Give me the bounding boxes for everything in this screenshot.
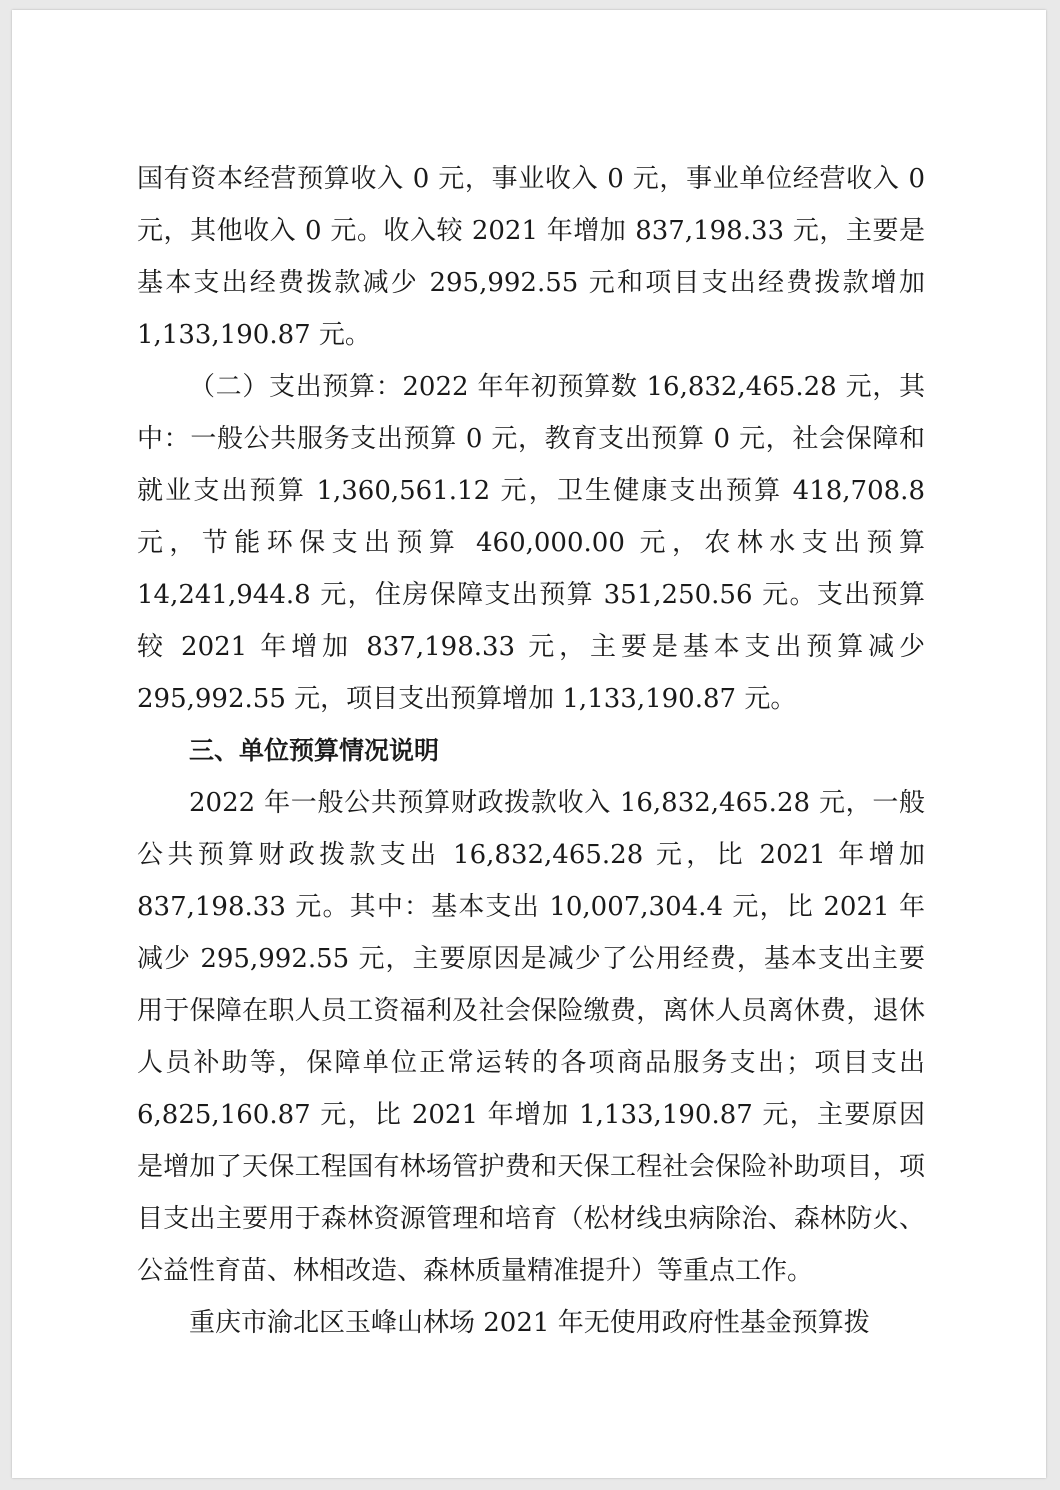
paragraph-expenditure-budget: （二）支出预算：2022 年年初预算数 16,832,465.28 元，其中：一般公共服务支出预算 0 元，教育支出预算 0 元，社会保障和就业支出预算 1,360,561.12 元，卫生健康支出预算 418,708.8 元，节能环保支出预算 460,000.00 元，农林水支出预算 14,241,944.8 元，住房保障支出预算 351,250.56 元。支出预算较 2021 年增加 837,198.33 元，主要是基本支出预算减少 295,992.55 元，项目支出预算增加 1,133,190.87 元。 xyxy=(137,372,925,714)
paragraph-income-continued: 国有资本经营预算收入 0 元，事业收入 0 元，事业单位经营收入 0 元，其他收入 0 元。收入较 2021 年增加 837,198.33 元，主要是基本支出经费拨款减少 295,992.55 元和项目支出经费拨款增加 1,133,190.87 元。 xyxy=(137,164,925,350)
section-heading: 三、单位预算情况说明 xyxy=(189,736,440,765)
document-body xyxy=(137,153,925,1349)
paragraph-fund-budget: 重庆市渝北区玉峰山林场 2021 年无使用政府性基金预算拨 xyxy=(189,1308,870,1338)
document-page xyxy=(12,10,1046,1478)
paragraph-unit-budget: 2022 年一般公共预算财政拨款收入 16,832,465.28 元，一般公共预算财政拨款支出 16,832,465.28 元，比 2021 年增加 837,198.33 元。其中：基本支出 10,007,304.4 元，比 2021 年减少 295,992.55 元，主要原因是减少了公用经费，基本支出主要用于保障在职人员工资福利及社会保险缴费，离休人员离休费，退休人员补助等，保障单位正常运转的各项商品服务支出；项目支出 6,825,160.87 元，比 2021 年增加 1,133,190.87 元，主要原因是增加了天保工程国有林场管护费和天保工程社会保险补助项目，项目支出主要用于森林资源管理和培育（松材线虫病除治、森林防火、公益性育苗、林相改造、森林质量精准提升）等重点工作。 xyxy=(137,788,925,1286)
